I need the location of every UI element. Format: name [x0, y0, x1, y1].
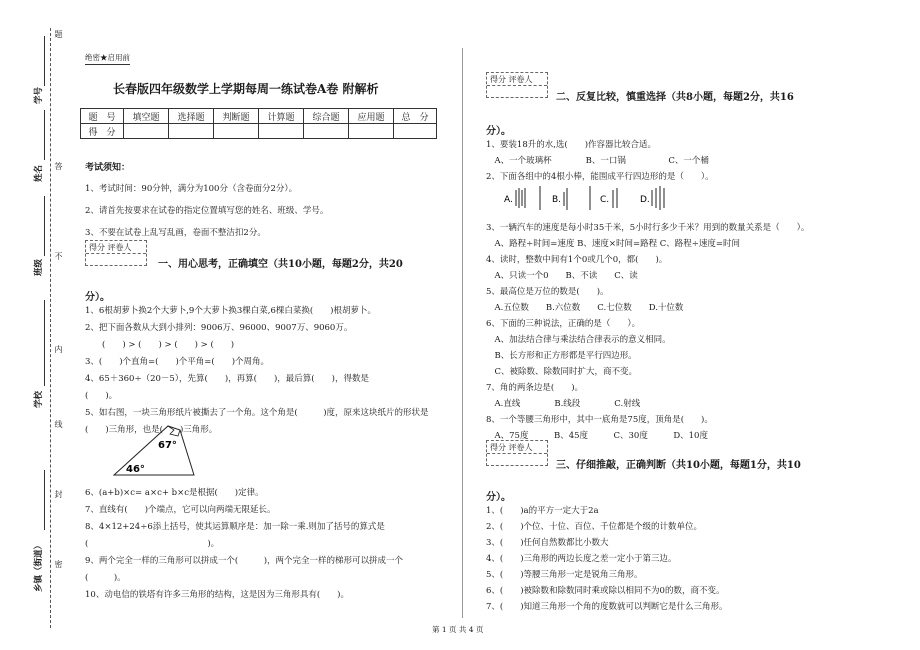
stick-option-label: B. — [552, 195, 562, 205]
question-line: 5、最高位是万位的数是( )。 — [486, 287, 609, 297]
score-box-divider — [487, 453, 547, 454]
binding-dotted-char: 封 — [54, 490, 63, 498]
question-line: 9、两个完全一样的三角形可以拼成一个( )，两个完全一样的梯形可以拼成一个 — [85, 556, 404, 566]
judgement-line: 1、( )a的平方一定大于2a — [486, 506, 599, 516]
score-input-cell[interactable] — [259, 124, 304, 139]
question-line: 10、动电信的铁塔有许多三角形的结构，这是因为三角形具有( )。 — [85, 590, 349, 600]
score-cell: 应用题 — [349, 109, 394, 124]
score-cell: 选择题 — [169, 109, 214, 124]
score-cell: 题 号 — [81, 109, 124, 124]
notice-item: 1、考试时间：90分钟，满分为100分（含卷面分2分）。 — [85, 184, 298, 194]
question-line: 2、把下面各数从大到小排列：9006万、96000、9007万、9060万。 — [85, 323, 353, 333]
binding-label-township: 乡镇（街道） — [34, 540, 44, 592]
binding-label-name: 姓名 — [34, 164, 44, 182]
section2-title-cont: 分）。 — [486, 126, 511, 137]
notice-item: 3、不要在试卷上乱写乱画，卷面不整洁扣2分。 — [85, 228, 266, 238]
judgement-line: 4、( )三角形的两边长度之差一定小于第三边。 — [486, 554, 677, 564]
column-divider — [462, 48, 463, 618]
question-line: ( )。 — [85, 391, 118, 401]
score-box — [85, 240, 147, 266]
question-line: 6、下面的三种说法，正确的是（ ）。 — [486, 319, 641, 329]
class-line — [44, 196, 45, 256]
question-line: ( )。 — [85, 573, 126, 583]
question-line: 4、65＋360÷（20－5），先算( )，再算( )，最后算( )，得数是 — [85, 374, 369, 384]
score-box — [486, 72, 548, 98]
question-line: 4、读时，整数中间有1个0或几个0，都( )。 — [486, 255, 668, 265]
score-box-divider — [86, 253, 146, 254]
binding-dotted-char: 密 — [54, 560, 63, 568]
question-line: A.直线 B.线段 C.射线 — [486, 399, 641, 409]
question-line: 7、直线有( )个端点，它可以向两端无限延长。 — [85, 505, 276, 515]
notice-heading: 考试须知： — [85, 163, 131, 173]
score-box-label: 得分 评卷人 — [490, 75, 533, 84]
section1-title-cont: 分）。 — [85, 292, 110, 303]
question-line: 5、如右图，一块三角形纸片被撕去了一个角。这个角是( )度，原来这块纸片的形状是 — [85, 408, 429, 418]
question-line: 7、角的两条边是( )。 — [486, 383, 584, 393]
question-line: 6、(a+b)×c= a×c+ b×c是根据( )定律。 — [85, 488, 264, 498]
score-input-cell[interactable] — [304, 124, 349, 139]
question-line: B、长方形和正方形都是平行四边形。 — [486, 351, 637, 361]
question-line: A、路程÷时间=速度 B、速度×时间=路程 C、路程÷速度=时间 — [486, 239, 741, 249]
notice-item: 2、请首先按要求在试卷的指定位置填写您的姓名、班级、学号。 — [85, 206, 329, 216]
binding-dotted-char: 内 — [54, 345, 63, 353]
judgement-line: 5、( )等腰三角形一定是锐角三角形。 — [486, 570, 643, 580]
question-line: 1、要装18升的水,选( )作容器比较合适。 — [486, 140, 657, 150]
score-cell: 计算题 — [259, 109, 304, 124]
binding-dotted-char: 答 — [54, 162, 63, 170]
section3-title-cont: 分）。 — [486, 492, 511, 503]
score-table — [80, 108, 437, 139]
question-line: 3、( )个直角=( )个平角=( )个周角。 — [85, 357, 270, 367]
student-id-line — [44, 36, 45, 86]
question-line: A、加法结合律与乘法结合律表示的意义相同。 — [486, 335, 671, 345]
score-input-cell[interactable] — [124, 124, 169, 139]
score-cell: 总 分 — [394, 109, 437, 124]
score-table-score-row — [81, 124, 437, 139]
binding-label-class: 班级 — [34, 258, 44, 276]
binding-dotted-char: 不 — [54, 252, 63, 260]
page-footer: 第 1 页 共 4 页 — [432, 625, 484, 634]
question-line: 3、一辆汽车的速度是每小时35千米，5小时行多少千米？用到的数量关系是（ ）。 — [486, 223, 810, 233]
stick-option-label: A. — [504, 195, 513, 205]
score-input-cell[interactable] — [169, 124, 214, 139]
cut-line — [50, 28, 51, 628]
question-line: ( )三角形，也是( )三角形。 — [85, 425, 218, 435]
score-cell: 判断题 — [214, 109, 259, 124]
question-line: 8、一个等腰三角形中，其中一底角是75度，顶角是( )。 — [486, 415, 713, 425]
score-box-label: 得分 评卷人 — [89, 243, 132, 252]
question-line: ( )。 — [85, 539, 220, 549]
question-line: 2、下面各组中的4根小棒，能围成平行四边形的是（ ）。 — [486, 172, 714, 182]
judgement-line: 6、( )被除数和除数同时乘或除以相同不为0的数，商不变。 — [486, 586, 725, 596]
score-cell: 综合题 — [304, 109, 349, 124]
judgement-line: 3、( )任何自然数都比小数大 — [486, 538, 609, 548]
question-line: 1、6根胡萝卜换2个大萝卜,9个大萝卜换3棵白菜,6棵白菜换( )根胡萝卜。 — [85, 306, 376, 316]
section3-title: 三、仔细推敲，正确判断（共10小题，每题1分，共10 — [556, 460, 801, 471]
stick-option-label: D. — [640, 195, 650, 205]
score-row-label: 得 分 — [81, 124, 124, 139]
question-line: C、被除数、除数同时扩大，商不变。 — [486, 367, 638, 377]
binding-label-school: 学校 — [34, 390, 44, 408]
binding-dotted-char: 线 — [54, 420, 63, 428]
question-line: A、只读一个0 B、不读 C、读 — [486, 271, 638, 281]
judgement-line: 7、( )知道三角形一个角的度数就可以判断它是什么三角形。 — [486, 602, 728, 612]
score-input-cell[interactable] — [394, 124, 437, 139]
question-line: A、75度 B、45度 C、30度 D、10度 — [486, 431, 708, 441]
torn-triangle-figure — [108, 420, 198, 480]
question-line: A.五位数 B.六位数 C.七位数 D.十位数 — [486, 303, 684, 313]
school-line — [44, 300, 45, 386]
township-line — [44, 470, 45, 530]
angle-top-label: 67° — [158, 440, 177, 451]
section2-title: 二、反复比较，慎重选择（共8小题，每题2分，共16 — [556, 92, 794, 103]
angle-bottom-label: 46° — [126, 464, 145, 475]
sticks-figure — [500, 184, 680, 214]
name-line — [44, 110, 45, 160]
score-box-divider — [487, 85, 547, 86]
score-input-cell[interactable] — [214, 124, 259, 139]
binding-margin — [0, 0, 62, 650]
score-input-cell[interactable] — [349, 124, 394, 139]
score-box — [486, 440, 548, 466]
score-box-label: 得分 评卷人 — [490, 443, 533, 452]
score-cell: 填空题 — [124, 109, 169, 124]
page-title: 长春版四年级数学上学期每周一练试卷A卷 附解析 — [113, 82, 379, 96]
stick-option-label: C. — [600, 195, 610, 205]
question-line: 8、4×12+24÷6添上括号，使其运算顺序是：加一除一乘.则加了括号的算式是 — [85, 522, 385, 532]
question-line: ( ) > ( ) > ( ) > ( ) — [85, 340, 235, 350]
section1-title: 一、用心思考，正确填空（共10小题，每题2分，共20 — [158, 259, 403, 270]
secret-label: 绝密★启用前 — [85, 52, 130, 65]
binding-top-char: 题 — [54, 30, 63, 38]
score-table-header-row — [81, 109, 437, 124]
question-line: A、一个玻璃杯 B、一口锅 C、一个桶 — [486, 156, 709, 166]
judgement-line: 2、( )个位、十位、百位、千位都是个级的计数单位。 — [486, 522, 703, 532]
binding-label-student-id: 学号 — [34, 86, 44, 104]
